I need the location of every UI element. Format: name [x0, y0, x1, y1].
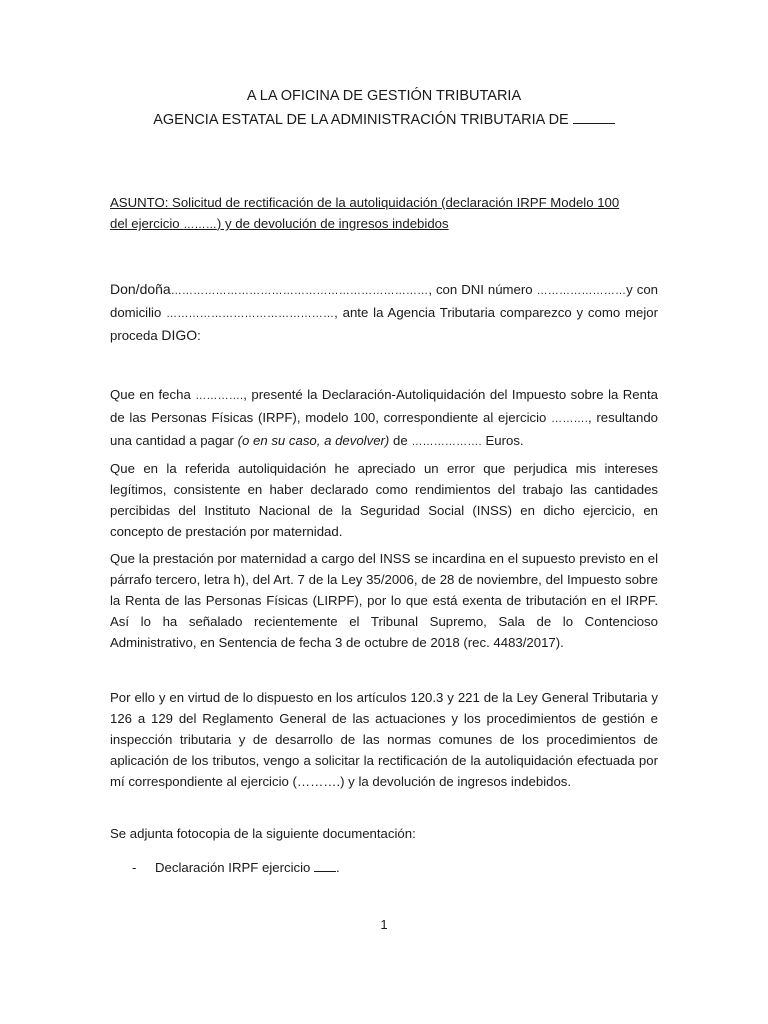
- p1-text-a: Que en fecha: [110, 387, 196, 402]
- bullet-dash: -: [132, 860, 137, 875]
- name-dots: ……………………………………………………………: [170, 285, 429, 297]
- after-dni-text: y con: [626, 282, 658, 297]
- header-line-1: A LA OFICINA DE GESTIÓN TRIBUTARIA: [246, 88, 522, 104]
- name-label: Don/doña: [110, 281, 171, 297]
- after-address-text: , ante la Agencia Tributaria comparezco y como: [334, 305, 621, 320]
- paragraph-attachments: Se adjunta fotocopia de la siguiente documentación:: [110, 826, 416, 841]
- subject-line-1: ASUNTO: Solicitud de rectificación de la autoliquidación (declaración IRPF Modelo 100: [110, 195, 620, 210]
- after-name-text: , con DNI número: [428, 282, 537, 297]
- attachment-year-blank: [314, 859, 336, 872]
- proceed-text: mejor proceda: [110, 305, 658, 343]
- p1-italic: (o en su caso, a devolver): [237, 433, 390, 448]
- subject-paragraph: [110, 192, 658, 236]
- year-dots: ……….: [551, 413, 588, 425]
- agency-blank: [573, 111, 615, 124]
- paragraph-declaration: [110, 384, 658, 453]
- subject-line-2b: ) y de devolución de ingresos indebidos: [216, 216, 449, 231]
- digo-word: DIGO: [161, 327, 198, 343]
- attachment-list-item: [132, 857, 340, 878]
- address-dots: ………………………………………: [166, 308, 335, 320]
- address-label: domicilio: [110, 305, 167, 320]
- paragraph-error: Que en la referida autoliquidación he apreciado un error que perjudica mis intereses legítimos, consistente en haber declarado como rendimientos del trabajo las cantidades percibidas del Instituto Nacional de la Seguridad Social (INSS) en dicho ejercicio, en concepto de prestación por maternidad.: [110, 461, 658, 539]
- intro-paragraph: [110, 279, 658, 346]
- date-dots: ………….: [195, 390, 244, 402]
- p1-text-b: , presenté la Declaración-Autoliquidación del Impuesto sobre la Renta de las Personas Físicas (IRPF), modelo 100, correspondiente al ejercicio: [110, 387, 658, 425]
- page-number: 1: [380, 917, 388, 932]
- p1-text-d: de: [389, 433, 412, 448]
- subject-year-dots: ………: [183, 219, 217, 231]
- p1-text-e: Euros.: [481, 433, 524, 448]
- header-office: [0, 88, 768, 104]
- amount-dots: ……………….: [411, 436, 482, 448]
- header-agency: [0, 111, 768, 128]
- p1-text-c: , resultando una cantidad a pagar: [110, 410, 658, 448]
- colon: :: [197, 328, 201, 343]
- subject-line-2a: del ejercicio: [110, 216, 184, 231]
- attachment-end: .: [336, 860, 340, 875]
- paragraph-request: Por ello y en virtud de lo dispuesto en los artículos 120.3 y 221 de la Ley General Tributaria y 126 a 129 del Reglamento General de las actuaciones y los procedimientos de gestión e inspección tributaria y de desarrollo de las normas comunes de los procedimientos de aplicación de los tributos, vengo a solicitar la rectificación de la autoliquidación efectuada por mí correspondiente al ejercicio (……….) y la devolución de ingresos indebidos.: [110, 690, 658, 789]
- header-line-2: AGENCIA ESTATAL DE LA ADMINISTRACIÓN TRIBUTARIA DE: [153, 112, 569, 128]
- attachment-text: Declaración IRPF ejercicio: [155, 860, 315, 875]
- paragraph-legal-basis: Que la prestación por maternidad a cargo del INSS se incardina en el supuesto previsto en el párrafo tercero, letra h), del Art. 7 de la Ley 35/2006, de 28 de noviembre, del Impuesto sobre la Renta de las Personas Físicas (LIRPF), por lo que está exenta de tributación en el IRPF. Así lo ha señalado recientemente el Tribunal Supremo, Sala de lo Contencioso Administrativo, en Sentencia de fecha 3 de octubre de 2018 (rec. 4483/2017).: [110, 551, 658, 650]
- dni-dots: ……………………: [536, 285, 627, 297]
